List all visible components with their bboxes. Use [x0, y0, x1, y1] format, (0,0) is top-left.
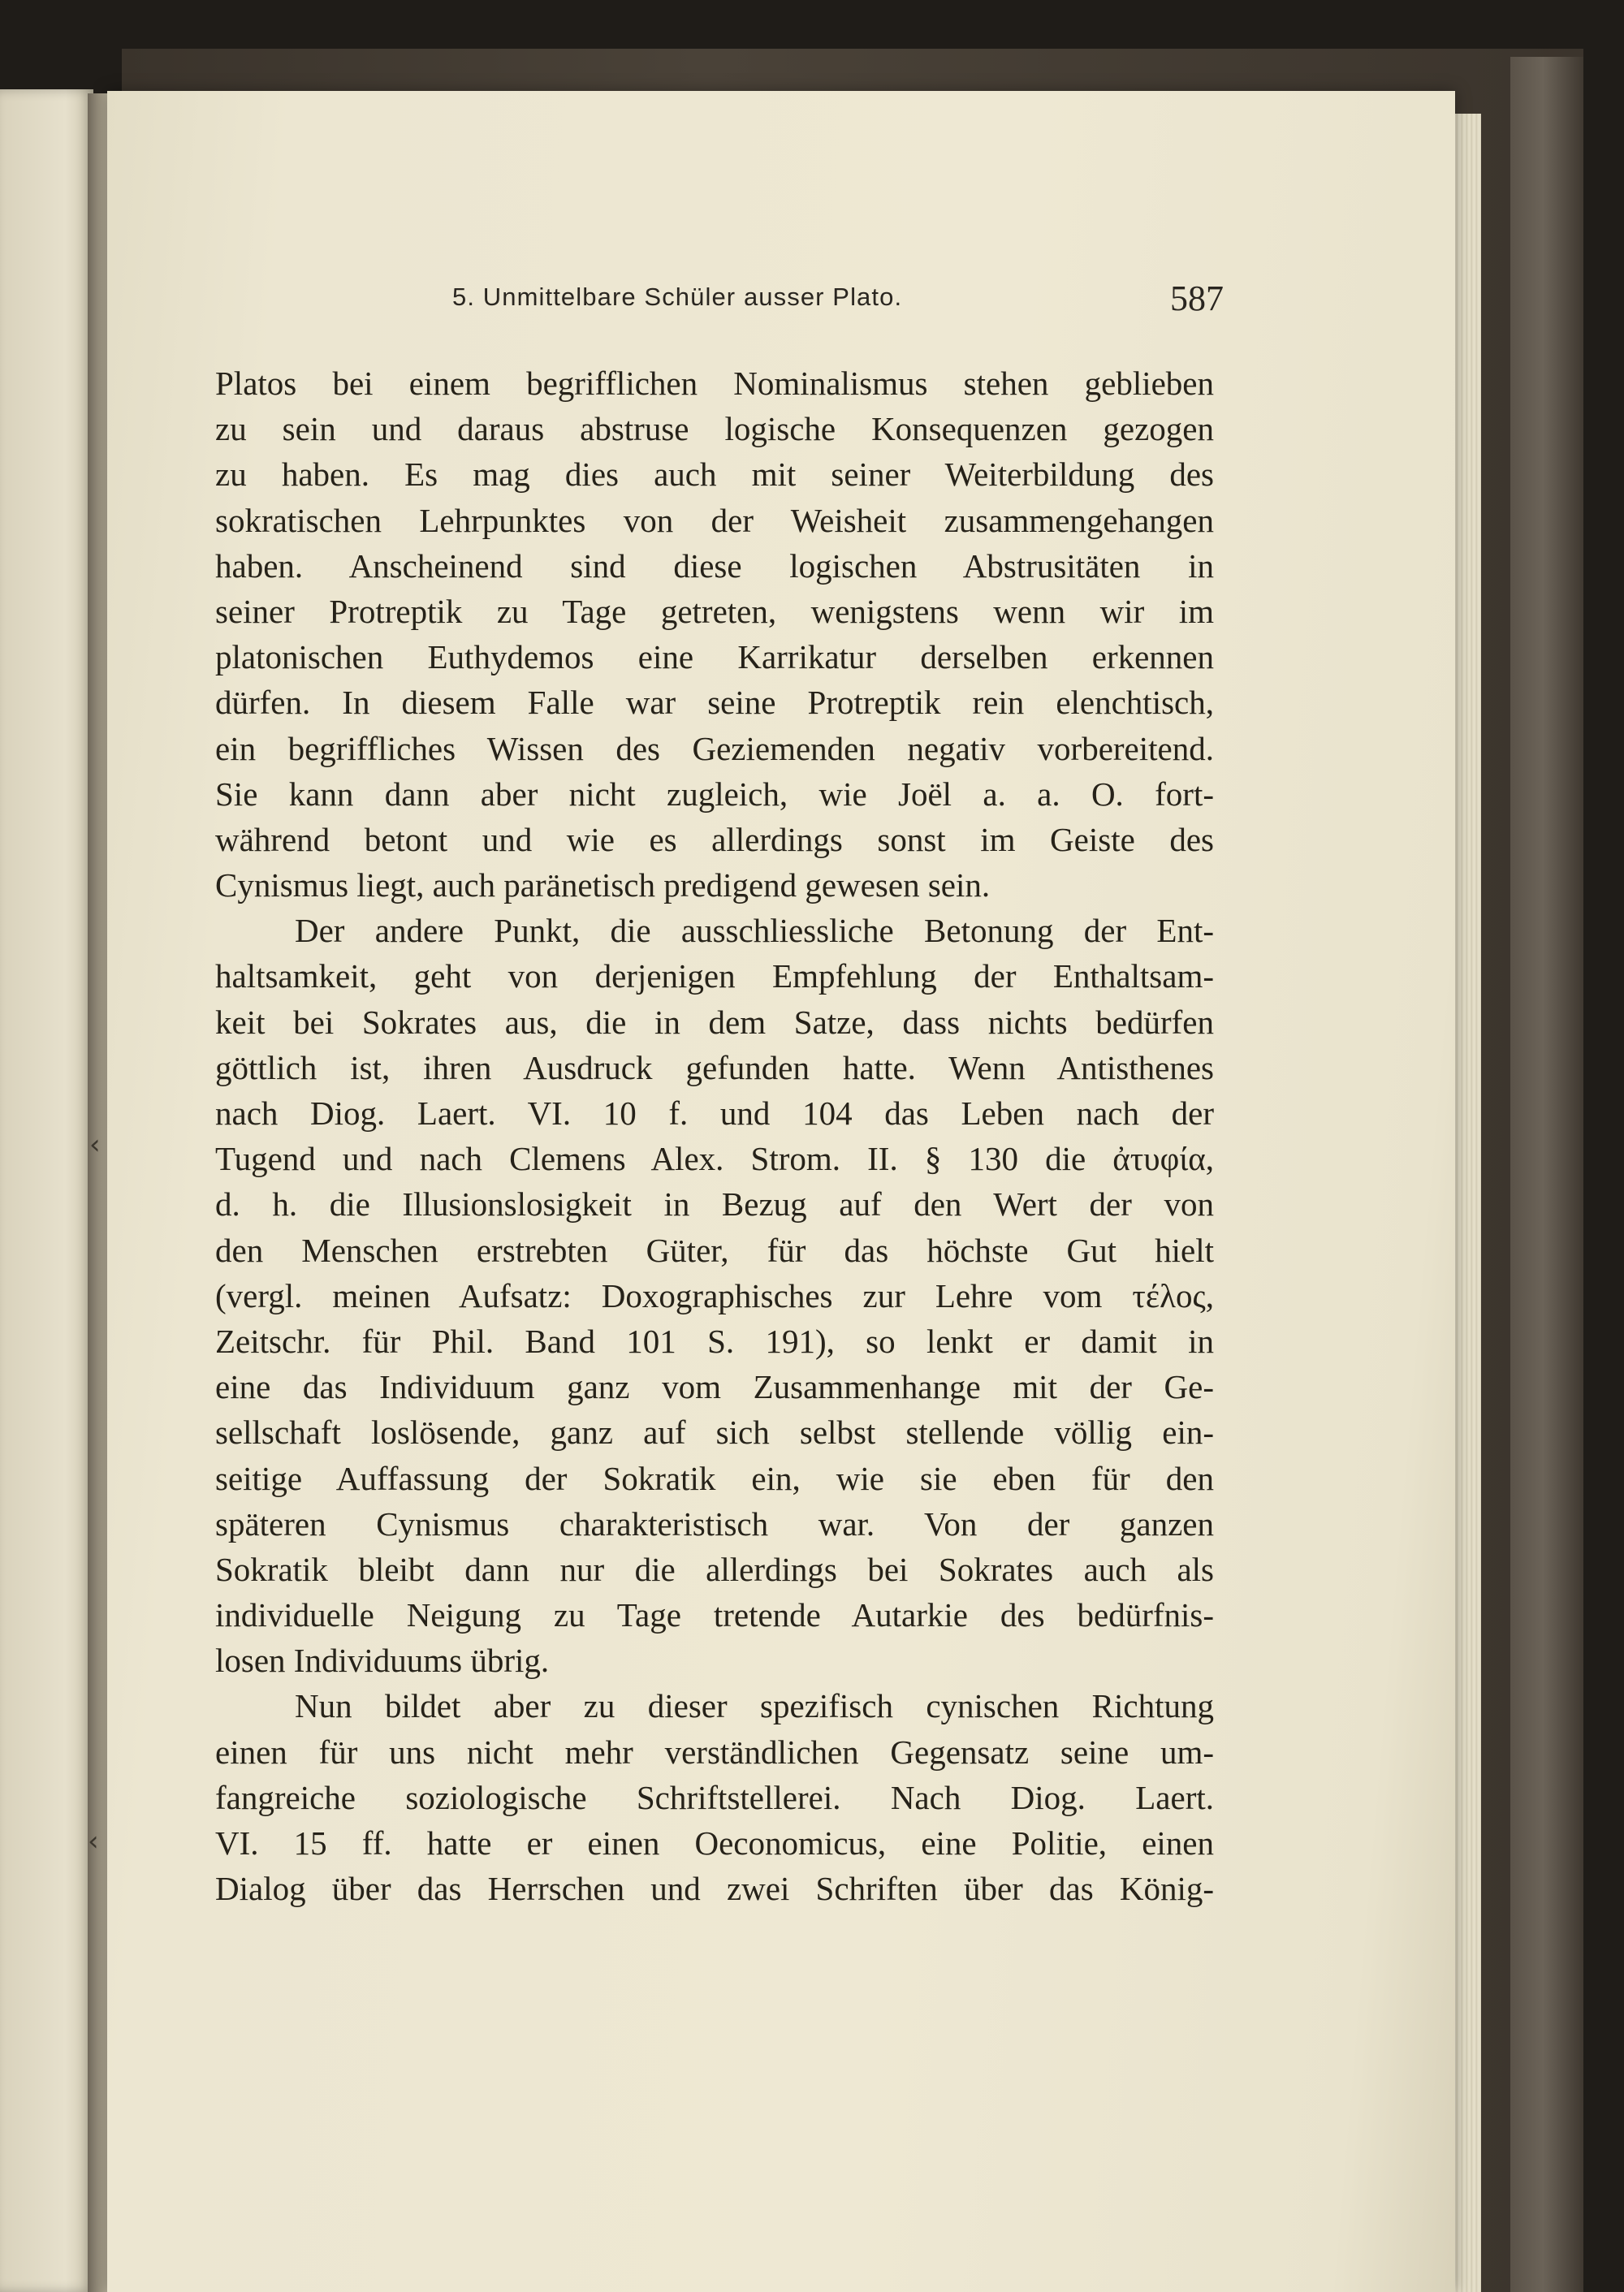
text-line: Der andere Punkt, die ausschliessliche Betonung der Ent-: [295, 912, 1214, 950]
paragraph: [215, 908, 1214, 1683]
text-line: göttlich ist, ihren Ausdruck gefunden hatte. Wenn Antisthenes: [215, 1048, 1214, 1086]
text-line: seitige Auffassung der Sokratik ein, wie sie eben für den: [215, 1459, 1214, 1497]
cover-edge: [1510, 57, 1583, 2292]
text-line: nach Diog. Laert. VI. 10 f. und 104 das Leben nach der: [215, 1094, 1214, 1132]
text-line: keit bei Sokrates aus, die in dem Satze, dass nichts bedürfen: [215, 1003, 1214, 1041]
body-text: [215, 360, 1214, 1911]
text-line: haltsamkeit, geht von derjenigen Empfehlung der Enthaltsam-: [215, 957, 1214, 995]
text-line: während betont und wie es allerdings sonst im Geiste des: [215, 820, 1214, 858]
previous-page-edge: [0, 89, 93, 2292]
text-line: späteren Cynismus charakteristisch war. Von der ganzen: [215, 1504, 1214, 1543]
text-line: zu sein und daraus abstruse logische Konsequenzen gezogen: [215, 410, 1214, 448]
text-line: d. h. die Illusionslosigkeit in Bezug auf den Wert der von: [215, 1185, 1214, 1224]
text-line: Nun bildet aber zu dieser spezifisch cynischen Richtung: [295, 1687, 1214, 1725]
text-line: Sie kann dann aber nicht zugleich, wie Joël a. a. O. fort-: [215, 775, 1214, 813]
text-line: Platos bei einem begrifflichen Nominalismus stehen geblieben: [215, 365, 1214, 402]
text-line: dürfen. In diesem Falle war seine Protreptik rein elenchtisch,: [215, 684, 1214, 722]
text-line: den Menschen erstrebten Güter, für das höchste Gut hielt: [215, 1231, 1214, 1269]
running-title: 5. Unmittelbare Schüler ausser Plato.: [452, 283, 903, 311]
text-line: (vergl. meinen Aufsatz: Doxographisches zur Lehre vom τέλος,: [215, 1276, 1214, 1314]
text-line: Tugend und nach Clemens Alex. Strom. II. § 130 die ἀτυφία,: [215, 1140, 1214, 1178]
text-line: seiner Protreptik zu Tage getreten, wenigstens wenn wir im: [215, 592, 1214, 630]
page-number: 587: [1170, 278, 1224, 318]
text-line: Cynismus liegt, auch paränetisch predigend gewesen sein.: [215, 866, 991, 904]
text-line: haben. Anscheinend sind diese logischen Abstrusitäten in: [215, 546, 1214, 585]
text-line: einen für uns nicht mehr verständlichen Gegensatz seine um-: [215, 1733, 1214, 1771]
page-stack-edges: [1453, 114, 1481, 2292]
text-line: platonischen Euthydemos eine Karrikatur derselben erkennen: [215, 638, 1214, 676]
text-line: ein begriffliches Wissen des Geziemenden negativ vorbereitend.: [215, 729, 1214, 767]
page-header: [452, 278, 1224, 318]
paragraph: [215, 1683, 1214, 1911]
text-line: Dialog über das Herrschen und zwei Schriften über das König-: [215, 1870, 1214, 1908]
text-line: sellschaft loslösende, ganz auf sich selbst stellende völlig ein-: [215, 1414, 1214, 1452]
margin-mark: ‹: [89, 1129, 101, 1161]
text-line: fangreiche soziologische Schriftstellerei. Nach Diog. Laert.: [215, 1778, 1214, 1816]
paragraph: [215, 360, 1214, 908]
text-line: zu haben. Es mag dies auch mit seiner Weiterbildung des: [215, 455, 1214, 494]
text-line: losen Individuums übrig.: [215, 1642, 550, 1680]
text-line: Zeitschr. für Phil. Band 101 S. 191), so lenkt er damit in: [215, 1322, 1214, 1360]
text-line: sokratischen Lehrpunktes von der Weisheit zusammengehangen: [215, 501, 1214, 539]
text-line: VI. 15 ff. hatte er einen Oeconomicus, eine Politie, einen: [215, 1824, 1214, 1862]
text-line: Sokratik bleibt dann nur die allerdings bei Sokrates auch als: [215, 1550, 1214, 1588]
text-line: eine das Individuum ganz vom Zusammenhange mit der Ge-: [215, 1368, 1214, 1406]
margin-mark: ‹: [88, 1825, 99, 1858]
text-line: individuelle Neigung zu Tage tretende Autarkie des bedürfnis-: [215, 1596, 1214, 1634]
